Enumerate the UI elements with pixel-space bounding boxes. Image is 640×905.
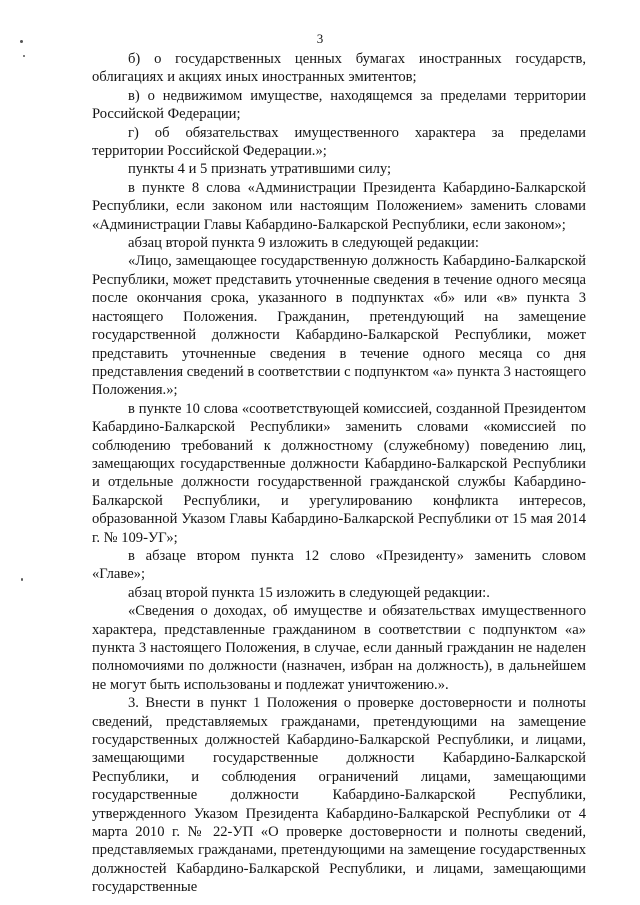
- paragraph: пункты 4 и 5 признать утратившими силу;: [128, 161, 392, 178]
- paragraph: в) о недвижимом имуществе, находящемся за пределами территории Российской Федерации;: [92, 87, 586, 123]
- paragraph: в пункте 8 слова «Администрации Президента Кабардино-Балкарской Республики, если законом или настоящим Положением» заменить словами «Администрации Главы Кабардино-Балкарской Республики, если законом»;: [92, 179, 586, 233]
- paragraph: г) об обязательствах имущественного характера за пределами территории Российской Федерации.»;: [92, 124, 586, 160]
- document-body: [92, 50, 586, 897]
- paragraph: «Сведения о доходах, об имуществе и обязательствах имущественного характера, представленные гражданином в соответствии с подпунктом «а» пункта 3 настоящего Положения, в случае, если данный гражданин не наделен полномочиями по должности (назначен, избран на должность), в дальнейшем не могут быть использованы и подлежат уничтожению.».: [92, 603, 586, 693]
- scan-speck: [20, 40, 23, 43]
- page-number: 3: [316, 31, 324, 46]
- paragraph: 3. Внести в пункт 1 Положения о проверке достоверности и полноты сведений, представляемых гражданами, претендующими на замещение государственных должностей Кабардино-Балкарской Республики, и лицами, замещающими государственные должности Кабардино-Балкарской Республики, и соблюдения ограничений лицами, замещающими государственные должности Кабардино-Балкарской Республики, утвержденного Указом Президента Кабардино-Балкарской Республики от 4 марта 2010 г. № 22-УП «О проверке достоверности и полноты сведений, представляемых гражданами, претендующими на замещение государственных должностей Кабардино-Балкарской Республики, и лицами, замещающими государственные: [92, 695, 586, 896]
- paragraph: в пункте 10 слова «соответствующей комиссией, созданной Президентом Кабардино-Балкарской Республики» заменить словами «комиссией по соблюдению требований к должностному (служебному) поведению лиц, замещающих государственные должности Кабардино-Балкарской Республики и отдельные должности государственной гражданской службы Кабардино-Балкарской Республики, и урегулированию конфликта интересов, образованной Указом Главы Кабардино-Балкарской Республики от 15 мая 2014 г. № 109-УГ»;: [92, 400, 586, 546]
- paragraph: б) о государственных ценных бумагах иностранных государств, облигациях и акциях иных иностранных эмитентов;: [92, 51, 586, 86]
- scan-speck: [21, 578, 23, 581]
- paragraph: абзац второй пункта 9 изложить в следующей редакции:: [128, 235, 479, 252]
- paragraph: в абзаце втором пункта 12 слово «Президенту» заменить словом «Главе»;: [92, 547, 586, 583]
- paragraph: абзац второй пункта 15 изложить в следующей редакции:.: [128, 584, 490, 601]
- paragraph: «Лицо, замещающее государственную должность Кабардино-Балкарской Республики, может представить уточненные сведения в течение одного месяца после окончания срока, указанного в подпунктах «б» или «в» пункта 3 настоящего Положения. Гражданин, претендующий на замещение государственной должности Кабардино-Балкарской Республики, может представить уточненные сведения в течение одного месяца со дня представления сведений в соответствии с подпунктом «а» пункта 3 настоящего Положения.»;: [92, 253, 586, 399]
- scan-speck: [23, 55, 25, 57]
